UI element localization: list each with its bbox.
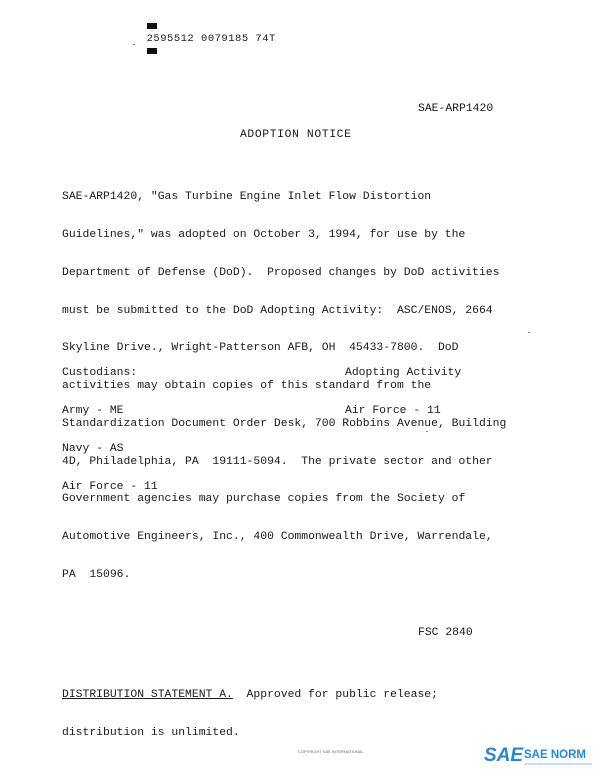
scan-speck [528, 332, 530, 333]
distribution-text-line1: Approved for public release; [232, 689, 438, 702]
barcode-block-left [147, 23, 157, 29]
body-line: Skyline Drive., Wright-Patterson AFB, OH 45433-7800. DoD [62, 342, 459, 355]
distribution-text-line2: distribution is unlimited. [62, 726, 240, 739]
custodians-heading: Custodians: [62, 367, 138, 380]
distribution-label: DISTRIBUTION STATEMENT A. [62, 689, 233, 702]
body-line: Standardization Document Order Desk, 700 Robbins Avenue, Building [62, 417, 507, 430]
custodian-item: Army - ME [62, 404, 124, 417]
distribution-statement [62, 664, 438, 752]
adopting-activity-block [345, 342, 461, 430]
logo-sae-norm-text: SAE NORM [524, 749, 586, 761]
custodians-block [62, 342, 158, 506]
logo-sae-mark: SAE [484, 745, 524, 766]
scan-speck [133, 44, 135, 45]
body-line: PA 15096. [62, 569, 131, 581]
fsc-code: FSC 2840 [418, 627, 473, 639]
barcode-text: 2595512 0079185 74T [146, 33, 276, 46]
body-line: SAE-ARP1420, "Gas Turbine Engine Inlet Flow Distortion [62, 191, 432, 204]
footer-copyright-text: COPYRIGHT SAE INTERNATIONAL [298, 749, 364, 754]
body-line: Automotive Engineers, Inc., 400 Commonwealth Drive, Warrendale, [62, 531, 493, 544]
body-line: Government agencies may purchase copies from the Society of [62, 493, 466, 506]
body-line: must be submitted to the DoD Adopting Activity: ASC/ENOS, 2664 [62, 304, 493, 317]
custodian-item: Navy - AS [62, 442, 124, 455]
document-barcode-code [133, 8, 276, 58]
sae-norm-logo-graphic [482, 742, 594, 770]
barcode-block-right [147, 48, 157, 54]
sae-norm-logo [482, 742, 594, 770]
body-line: 4D, Philadelphia, PA 19111-5094. The private sector and other [62, 455, 493, 468]
adopting-activity-heading: Adopting Activity [345, 367, 462, 380]
document-id: SAE-ARP1420 [418, 103, 494, 115]
body-line: Department of Defense (DoD). Proposed changes by DoD activities [62, 266, 500, 279]
body-line: activities may obtain copies of this standard from the [62, 380, 432, 393]
page-title: ADOPTION NOTICE [240, 129, 352, 141]
adopting-activity-value: Air Force - 11 [345, 404, 441, 417]
custodian-item: Air Force - 11 [62, 480, 158, 493]
body-line: Guidelines," was adopted on October 3, 1994, for use by the [62, 228, 466, 241]
